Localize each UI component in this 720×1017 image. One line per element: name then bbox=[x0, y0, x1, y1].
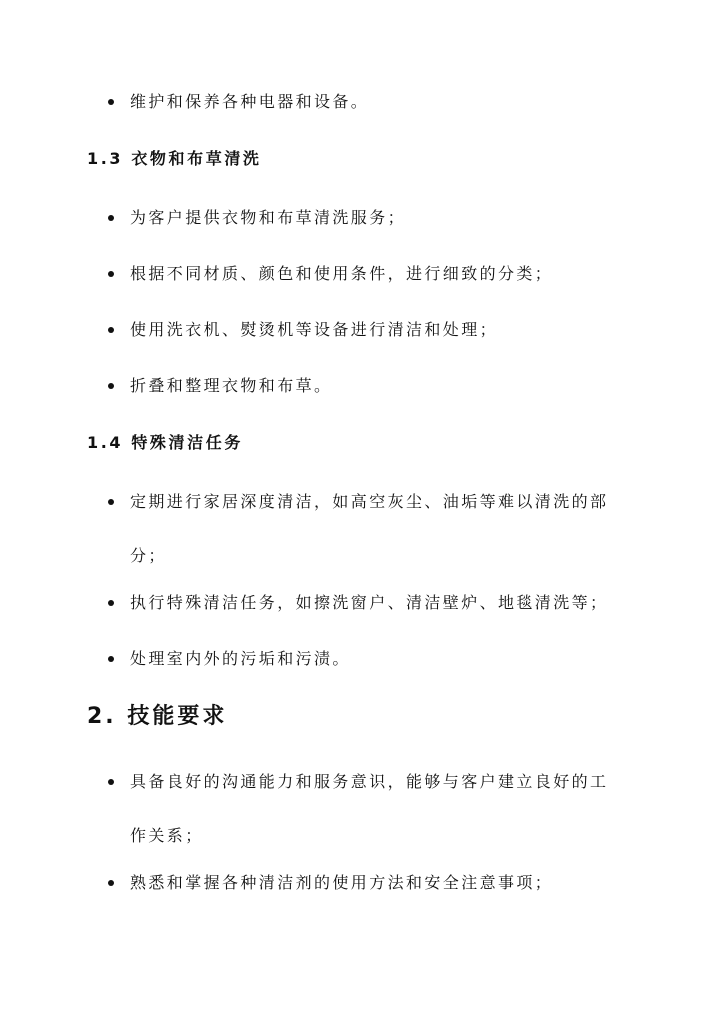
bullet-text: 根据不同材质、颜色和使用条件，进行细致的分类； bbox=[130, 264, 554, 283]
bullet-dot bbox=[108, 99, 114, 105]
bullet-dot bbox=[108, 656, 114, 662]
section-heading-1-3: 1.3 衣物和布草清洗 bbox=[87, 149, 262, 168]
bullet-text: 维护和保养各种电器和设备。 bbox=[130, 92, 370, 111]
bullet-text: 处理室内外的污垢和污渍。 bbox=[130, 649, 351, 668]
bullet-text: 折叠和整理衣物和布草。 bbox=[130, 376, 333, 395]
bullet-dot bbox=[108, 779, 114, 785]
bullet-text: 具备良好的沟通能力和服务意识，能够与客户建立良好的工作关系； bbox=[130, 772, 609, 845]
bullet-dot bbox=[108, 215, 114, 221]
bullet-dot bbox=[108, 327, 114, 333]
bullet-dot bbox=[108, 499, 114, 505]
bullet-text: 定期进行家居深度清洁，如高空灰尘、油垢等难以清洗的部分； bbox=[130, 492, 609, 565]
bullet-dot bbox=[108, 600, 114, 606]
bullet-text: 使用洗衣机、熨烫机等设备进行清洁和处理； bbox=[130, 320, 499, 339]
bullet-dot bbox=[108, 383, 114, 389]
bullet-text: 执行特殊清洁任务，如擦洗窗户、清洁壁炉、地毯清洗等； bbox=[130, 593, 609, 612]
bullet-text: 为客户提供衣物和布草清洗服务； bbox=[130, 208, 407, 227]
bullet-dot bbox=[108, 880, 114, 886]
bullet-text: 熟悉和掌握各种清洁剂的使用方法和安全注意事项； bbox=[130, 873, 554, 892]
section-heading-2: 2. 技能要求 bbox=[87, 704, 228, 729]
section-heading-1-4: 1.4 特殊清洁任务 bbox=[87, 433, 243, 452]
bullet-dot bbox=[108, 271, 114, 277]
